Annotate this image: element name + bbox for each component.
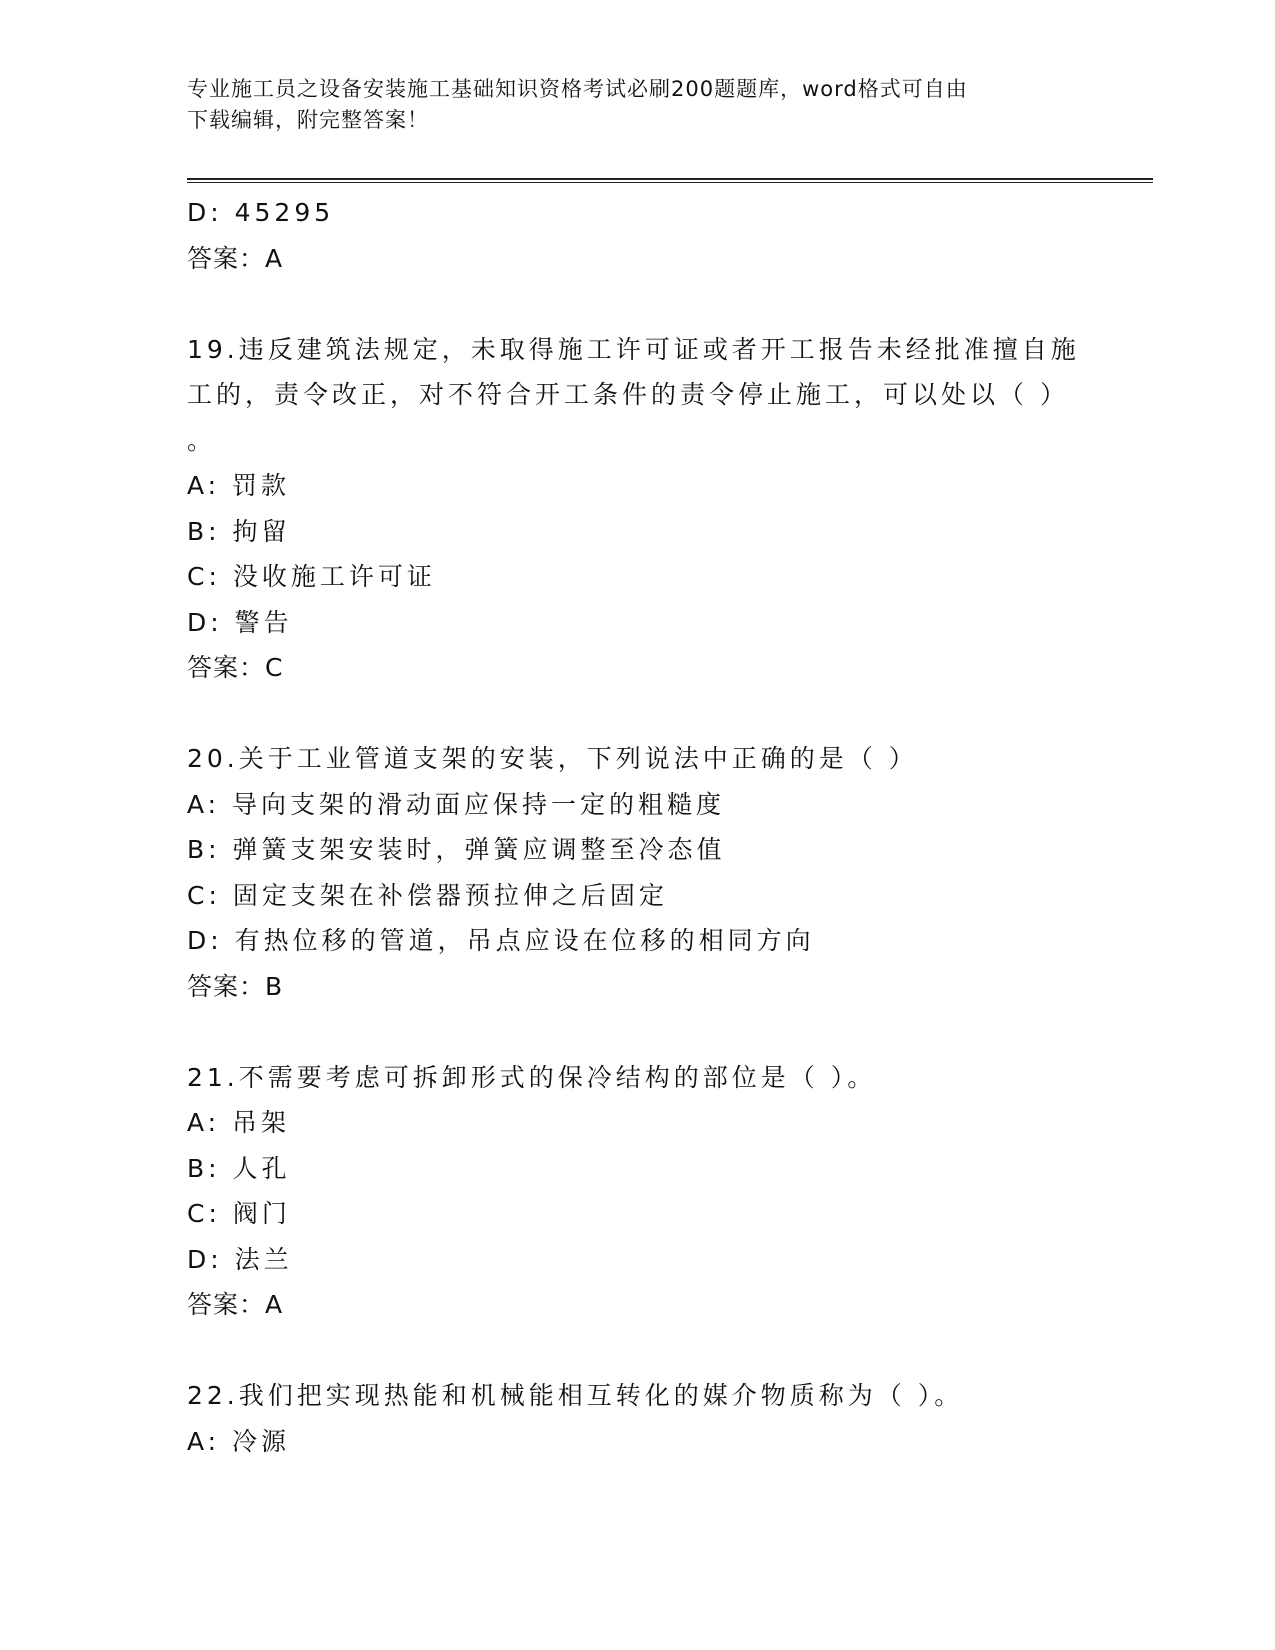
header-divider-bottom (187, 182, 1153, 183)
question-19 (187, 327, 1087, 691)
header-title-line-1: 专业施工员之设备安装施工基础知识资格考试必刷200题题库，word格式可自由 (187, 77, 968, 101)
header-divider-top (187, 178, 1153, 180)
question-stem-line: 21.不需要考虑可拆卸形式的保冷结构的部位是（ ）。 (187, 1062, 877, 1092)
question-stem-line: 20.关于工业管道支架的安装，下列说法中正确的是（ ） (187, 744, 918, 773)
header-title-line-2: 下载编辑，附完整答案！ (187, 108, 429, 132)
question-body (187, 190, 1087, 1464)
option-d: D: 法兰 (187, 1244, 293, 1274)
option-d: D: 有热位移的管道，吊点应设在位移的相同方向 (187, 926, 815, 955)
option-c: C: 阀门 (187, 1199, 291, 1228)
question-stem-line: 22.我们把实现热能和机械能相互转化的媒介物质称为（ ）。 (187, 1381, 964, 1410)
option-d: D: 警告 (187, 607, 293, 637)
spacer (187, 1009, 1087, 1055)
option-a: A: 冷源 (187, 1426, 291, 1456)
answer-line: 答案：B (187, 971, 284, 1001)
option-c: C: 没收施工许可证 (187, 562, 436, 591)
option-a: A: 导向支架的滑动面应保持一定的粗糙度 (187, 789, 726, 819)
answer-line: 答案：A (187, 243, 284, 273)
question-stem-line: 19.违反建筑法规定，未取得施工许可证或者开工报告未经批准擅自施 (187, 334, 1080, 364)
spacer (187, 1328, 1087, 1374)
option-c: C: 固定支架在补偿器预拉伸之后固定 (187, 880, 668, 910)
question-stem-line: 工的，责令改正，对不符合开工条件的责令停止施工，可以处以（ ） (187, 380, 1069, 409)
option-b: B: 弹簧支架安装时，弹簧应调整至冷态值 (187, 835, 726, 864)
option-a: A: 吊架 (187, 1108, 291, 1137)
answer-line: 答案：A (187, 1290, 284, 1319)
question-21 (187, 1055, 1087, 1328)
question-stem-line: 。 (187, 425, 217, 455)
spacer (187, 691, 1087, 737)
option-b: B: 人孔 (187, 1153, 291, 1183)
answer-line: 答案：C (187, 653, 284, 682)
option-a: A: 罚款 (187, 471, 291, 500)
page-header (187, 74, 1087, 136)
option-d: D: 45295 (187, 198, 335, 227)
option-b: B: 拘留 (187, 516, 291, 546)
spacer (187, 281, 1087, 327)
question-20 (187, 736, 1087, 1009)
question-22 (187, 1373, 1087, 1464)
